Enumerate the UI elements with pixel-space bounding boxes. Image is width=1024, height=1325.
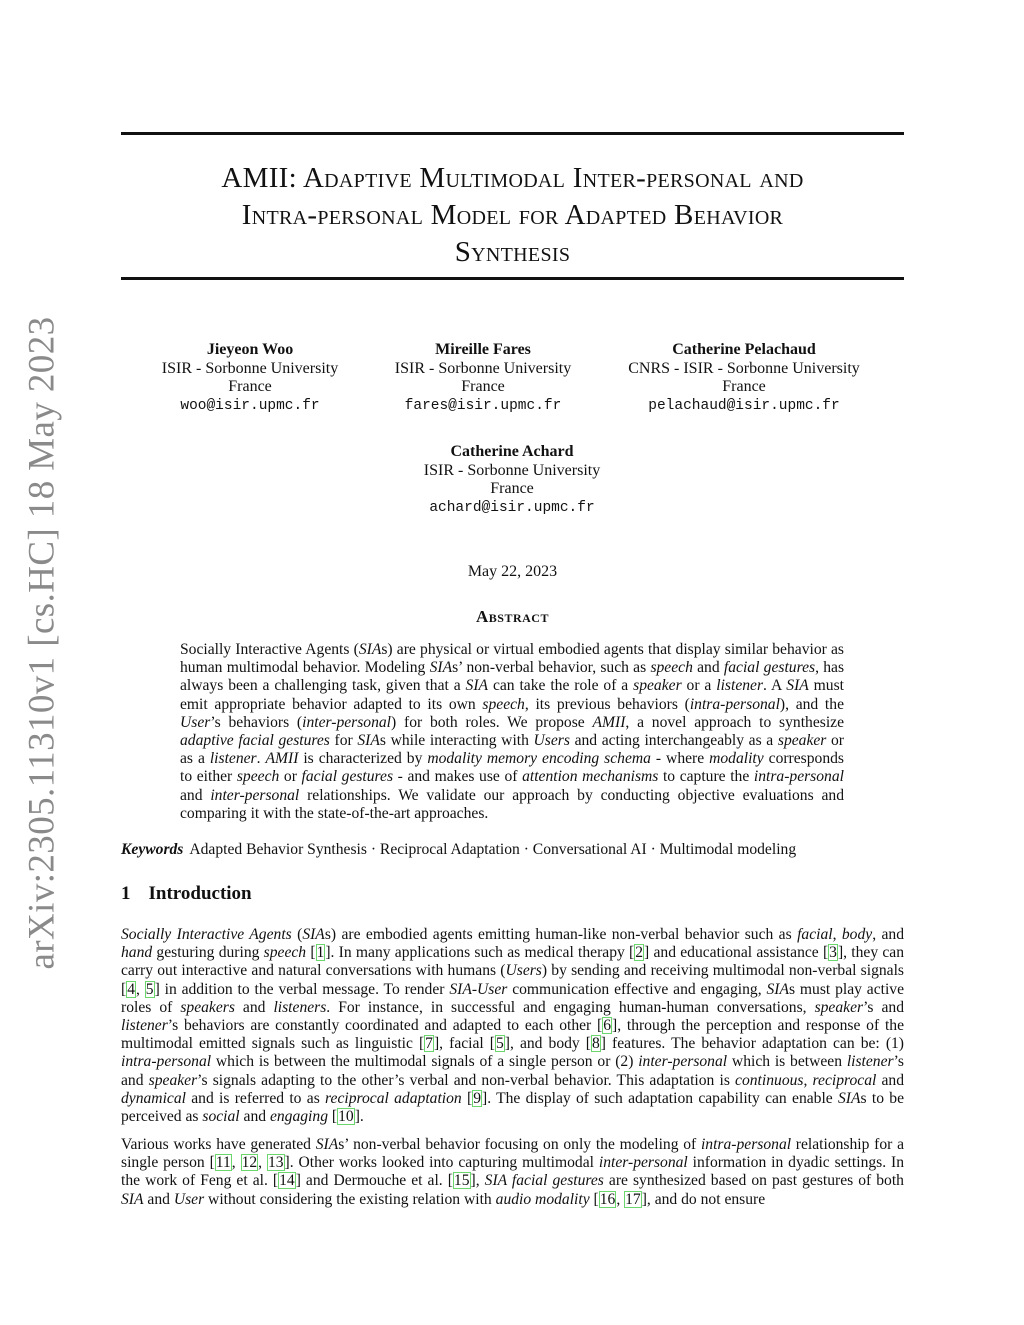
paragraph-text: communication effective and engaging, xyxy=(507,980,767,998)
abstract-text: is characterized by xyxy=(298,750,428,768)
citation-link[interactable]: 1 xyxy=(316,944,325,962)
paragraph-text: information in dyadic settings. In the work of Feng et al. [ xyxy=(121,1154,905,1190)
abstract-emphasis: Users xyxy=(533,732,570,750)
section-title: Introduction xyxy=(148,883,252,904)
abstract-emphasis: inter-personal xyxy=(210,786,300,804)
author-name: Mireille Fares xyxy=(435,341,531,358)
author-country: France xyxy=(461,378,505,395)
abstract-text: , a novel approach to synthesize xyxy=(625,713,844,731)
paragraph-text: and xyxy=(234,998,274,1016)
paragraph-text: [ xyxy=(306,944,316,962)
citation-link[interactable]: 10 xyxy=(338,1108,354,1126)
abstract-emphasis: modality xyxy=(709,750,764,768)
author-affiliation: ISIR - Sorbonne University xyxy=(161,359,339,377)
title-top-rule xyxy=(121,132,904,135)
paragraph-emphasis: continuous xyxy=(735,1071,804,1089)
abstract-emphasis: facial gestures xyxy=(723,659,816,677)
abstract-text: ) for both roles. We propose xyxy=(391,713,593,731)
abstract-text: s’ non-verbal behavior, such as xyxy=(452,659,651,677)
paragraph-text: , and xyxy=(872,926,904,943)
paragraph-text: , xyxy=(136,980,145,998)
keywords-label: Keywords xyxy=(121,841,184,858)
paper-title xyxy=(121,160,904,271)
abstract-text: - where xyxy=(650,750,710,768)
paragraph-text: ]. In many applications such as medical therapy [ xyxy=(325,944,635,962)
abstract-text: or as a xyxy=(180,732,845,768)
citation-link[interactable]: 14 xyxy=(279,1172,295,1190)
paper-date: May 22, 2023 xyxy=(467,563,558,580)
paragraph-emphasis: dynamical xyxy=(121,1089,186,1107)
paragraph-emphasis: inter-personal xyxy=(638,1053,728,1071)
abstract-text: or xyxy=(279,768,302,786)
paragraph-text: , xyxy=(803,1071,813,1089)
abstract-text: to capture the xyxy=(658,768,754,786)
paragraph-text: ( xyxy=(291,926,303,943)
paragraph-text: ], through the perception and response of the multimodal emitted signals such as linguistic [ xyxy=(121,1017,904,1053)
paragraph-emphasis: SIA-User xyxy=(449,980,508,998)
author-block-woo xyxy=(150,341,350,415)
paragraph-emphasis: intra-personal xyxy=(700,1136,792,1153)
paragraph-emphasis: SIA xyxy=(315,1136,339,1153)
paragraph-emphasis: SIA xyxy=(838,1089,861,1107)
paragraph-text: s) are embodied agents emitting human-like non-verbal behavior such as xyxy=(324,926,798,943)
citation-link[interactable]: 2 xyxy=(635,944,644,962)
citation-link[interactable]: 9 xyxy=(473,1089,481,1107)
abstract-body xyxy=(180,641,844,823)
paragraph-text: ] features. The behavior adaptation can be: (1) xyxy=(600,1035,904,1053)
paragraph-text: ], they can carry out interactive and natural conversations with humans ( xyxy=(121,944,904,980)
paragraph-text: [ xyxy=(589,1190,599,1208)
abstract-text: corresponds to either xyxy=(180,750,844,786)
title-line-2: Intra-personal Model for Adapted Behavior xyxy=(241,199,784,231)
paragraph-text: are synthesized based on past gestures of both xyxy=(603,1172,904,1190)
citation-link[interactable]: 12 xyxy=(241,1154,258,1172)
abstract-emphasis: listener xyxy=(209,750,257,768)
abstract-emphasis: facial gestures xyxy=(301,768,394,786)
author-email[interactable]: woo@isir.upmc.fr xyxy=(180,397,320,414)
paragraph-text: [ xyxy=(328,1108,338,1126)
citation-link[interactable]: 3 xyxy=(829,944,837,962)
paragraph-text: [ xyxy=(461,1089,473,1107)
abstract-text: relationships. We validate our approach by conducting objective evaluations and comparing it with the state-of-the-art approaches. xyxy=(180,786,844,822)
abstract-emphasis: intra-personal xyxy=(689,695,780,713)
abstract-emphasis: SIA xyxy=(357,732,380,750)
abstract-text: , its previous behaviors ( xyxy=(524,695,690,713)
intro-paragraph-1 xyxy=(121,926,904,1126)
paragraph-emphasis: User xyxy=(173,1190,205,1208)
paragraph-text: and is referred to as xyxy=(185,1089,326,1107)
arxiv-id: arXiv:2305.11310v1 [cs.HC] 18 May 2023 xyxy=(21,315,63,970)
abstract-emphasis: listener xyxy=(716,677,764,695)
abstract-emphasis: SIA xyxy=(429,659,453,677)
paragraph-text: ) by sending and receiving multimodal non-verbal signals [ xyxy=(121,962,904,998)
citation-link[interactable]: 6 xyxy=(603,1017,611,1035)
abstract-text: for xyxy=(329,732,358,750)
paragraph-emphasis: SIA xyxy=(302,926,325,943)
abstract-emphasis: User xyxy=(180,713,211,731)
paragraph-text: ], and body [ xyxy=(504,1035,591,1053)
paragraph-text: without considering the existing relation with xyxy=(204,1190,496,1208)
paragraph-text: Various works have generated xyxy=(121,1136,316,1153)
paragraph-emphasis: Socially Interactive Agents xyxy=(121,926,292,943)
abstract-text: or a xyxy=(681,677,717,695)
paragraph-emphasis: inter-personal xyxy=(598,1154,688,1172)
abstract-emphasis: speech xyxy=(650,659,693,677)
author-name: Catherine Pelachaud xyxy=(672,341,816,358)
citation-link[interactable]: 17 xyxy=(625,1190,641,1208)
citation-link[interactable]: 5 xyxy=(145,980,154,998)
paragraph-text: relationship for a single person [ xyxy=(121,1136,904,1172)
citation-link[interactable]: 16 xyxy=(599,1190,616,1208)
abstract-text: . A xyxy=(763,677,787,695)
abstract-text: s) are physical or virtual embodied agents that display similar behavior as human multimodal behavior. Modeling xyxy=(180,641,844,677)
abstract-emphasis: speaker xyxy=(633,677,682,695)
paragraph-text: ], facial [ xyxy=(433,1035,495,1053)
citation-link[interactable]: 11 xyxy=(215,1154,231,1172)
paragraph-text: ]. The display of such adaptation capability can enable xyxy=(482,1089,838,1107)
paragraph-text: and xyxy=(876,1071,905,1089)
abstract-text: and acting interchangeably as a xyxy=(569,732,778,750)
paragraph-text: , xyxy=(231,1154,241,1172)
paragraph-emphasis: SIA facial gestures xyxy=(484,1172,604,1190)
abstract-text: Socially Interactive Agents ( xyxy=(180,641,359,658)
paragraph-text: ], and do not ensure xyxy=(641,1190,766,1208)
paragraph-text: ] and educational assistance [ xyxy=(644,944,829,962)
abstract-emphasis: adaptive facial gestures xyxy=(180,732,330,750)
paragraph-text: , xyxy=(616,1190,625,1208)
paragraph-text: ’s signals adapting to the other’s verbal and non-verbal behavior. This adaptation is xyxy=(197,1071,736,1089)
paragraph-text: gesturing during xyxy=(152,944,264,962)
paragraph-text: s must play active roles of xyxy=(121,980,905,1016)
intro-paragraph-2 xyxy=(121,1136,904,1209)
author-block-fares xyxy=(383,341,583,415)
paragraph-text: ]. Other works looked into capturing multimodal xyxy=(284,1154,599,1172)
citation-link[interactable]: 13 xyxy=(267,1154,284,1172)
paragraph-text: which is between the multimodal signals of a single person or (2) xyxy=(211,1053,639,1071)
author-name: Jieyeon Woo xyxy=(206,341,294,358)
abstract-emphasis: AMII xyxy=(592,713,626,731)
title-line-1: AMII: Adaptive Multimodal Inter-personal and xyxy=(221,162,804,194)
author-email[interactable]: pelachaud@isir.upmc.fr xyxy=(648,397,840,414)
citation-link[interactable]: 7 xyxy=(425,1035,433,1053)
paragraph-text: s’ non-verbal behavior focusing on only the modeling of xyxy=(338,1136,701,1153)
paragraph-emphasis: listener xyxy=(121,1017,168,1035)
author-country: France xyxy=(228,378,272,395)
author-email[interactable]: fares@isir.upmc.fr xyxy=(404,397,562,414)
paragraph-emphasis: facial xyxy=(797,926,833,943)
paragraph-text: ], xyxy=(470,1172,485,1190)
author-name: Catherine Achard xyxy=(450,443,574,460)
citation-link[interactable]: 15 xyxy=(453,1172,470,1190)
paragraph-text: which is between xyxy=(727,1053,847,1071)
abstract-emphasis: intra-personal xyxy=(753,768,844,786)
keywords-line xyxy=(121,841,904,859)
author-country: France xyxy=(490,480,534,497)
paragraph-emphasis: social xyxy=(202,1108,240,1126)
paragraph-text: ’s behaviors are constantly coordinated and adapted to each other [ xyxy=(167,1017,603,1035)
paragraph-emphasis: body xyxy=(841,926,873,943)
paragraph-emphasis: speaker xyxy=(814,998,864,1016)
paragraph-emphasis: engaging xyxy=(269,1108,328,1126)
paragraph-emphasis: hand xyxy=(121,944,153,962)
paragraph-emphasis: intra-personal xyxy=(121,1053,212,1071)
abstract-text: , has always been a challenging task, given that a xyxy=(180,659,845,695)
author-block-pelachaud xyxy=(614,341,874,415)
abstract-emphasis: speaker xyxy=(777,732,827,750)
paragraph-emphasis: audio modality xyxy=(495,1190,590,1208)
author-country: France xyxy=(722,378,766,395)
abstract-heading: Abstract xyxy=(476,607,549,626)
abstract-text: . xyxy=(256,750,266,768)
abstract-emphasis: speech xyxy=(236,768,280,786)
section-number: 1 xyxy=(121,883,131,904)
title-line-3: Synthesis xyxy=(454,236,571,268)
paragraph-text: and xyxy=(143,1190,174,1208)
abstract-emphasis: SIA xyxy=(358,641,382,658)
paragraph-text: , xyxy=(832,926,842,943)
paragraph-emphasis: speaker xyxy=(148,1071,198,1089)
abstract-emphasis: inter-personal xyxy=(302,713,392,731)
paragraph-emphasis: listeners xyxy=(273,998,327,1016)
paragraph-text: ]. xyxy=(354,1108,364,1126)
title-bottom-rule xyxy=(121,277,904,280)
abstract-emphasis: AMII xyxy=(265,750,299,768)
abstract-text: - and makes use of xyxy=(393,768,523,786)
abstract-emphasis: modality memory encoding schema xyxy=(427,750,651,768)
abstract-emphasis: attention mechanisms xyxy=(522,768,659,786)
paragraph-text: ] in addition to the verbal message. To render xyxy=(154,980,450,998)
paragraph-emphasis: speech xyxy=(263,944,307,962)
paragraph-emphasis: speakers xyxy=(180,998,235,1016)
citation-link[interactable]: 4 xyxy=(127,980,135,998)
abstract-text: can take the role of a xyxy=(488,677,634,695)
paragraph-emphasis: SIA xyxy=(121,1190,144,1208)
paragraph-text: , xyxy=(258,1154,267,1172)
author-affiliation: ISIR - Sorbonne University xyxy=(423,461,601,479)
abstract-text: and xyxy=(692,659,724,677)
paragraph-text: . For instance, in successful and engaging human-human conversations, xyxy=(326,998,815,1016)
paragraph-emphasis: SIA xyxy=(766,980,789,998)
paragraph-text: s to be perceived as xyxy=(121,1089,904,1126)
arxiv-side-stamp xyxy=(18,315,66,970)
paragraph-emphasis: reciprocal adaptation xyxy=(325,1089,462,1107)
keywords-text: Adapted Behavior Synthesis · Reciprocal Adaptation · Conversational AI · Multimodal modeling xyxy=(189,841,797,858)
paragraph-text: ’s and xyxy=(121,1053,904,1089)
abstract-text: must emit appropriate behavior adapted to its own xyxy=(180,677,845,713)
abstract-emphasis: speech xyxy=(482,695,525,713)
abstract-text: ), and the xyxy=(779,695,844,713)
paragraph-text: ] and Dermouche et al. [ xyxy=(295,1172,453,1190)
paragraph-emphasis: listener xyxy=(846,1053,894,1071)
paragraph-emphasis: Users xyxy=(505,962,542,980)
section-heading-introduction xyxy=(121,883,252,905)
abstract-text: and xyxy=(180,786,211,804)
author-affiliation: ISIR - Sorbonne University xyxy=(394,359,572,377)
author-affiliation: CNRS - ISIR - Sorbonne University xyxy=(628,359,860,377)
author-email[interactable]: achard@isir.upmc.fr xyxy=(429,499,595,516)
abstract-emphasis: SIA xyxy=(786,677,809,695)
citation-link[interactable]: 5 xyxy=(496,1035,504,1053)
paragraph-text: ’s and xyxy=(863,998,904,1016)
citation-link[interactable]: 8 xyxy=(591,1035,600,1053)
abstract-emphasis: SIA xyxy=(465,677,489,695)
abstract-text: ’s behaviors ( xyxy=(210,713,303,731)
paragraph-text: and xyxy=(239,1108,270,1126)
paragraph-emphasis: reciprocal xyxy=(812,1071,877,1089)
author-block-achard xyxy=(412,443,612,517)
abstract-text: s while interacting with xyxy=(379,732,534,750)
